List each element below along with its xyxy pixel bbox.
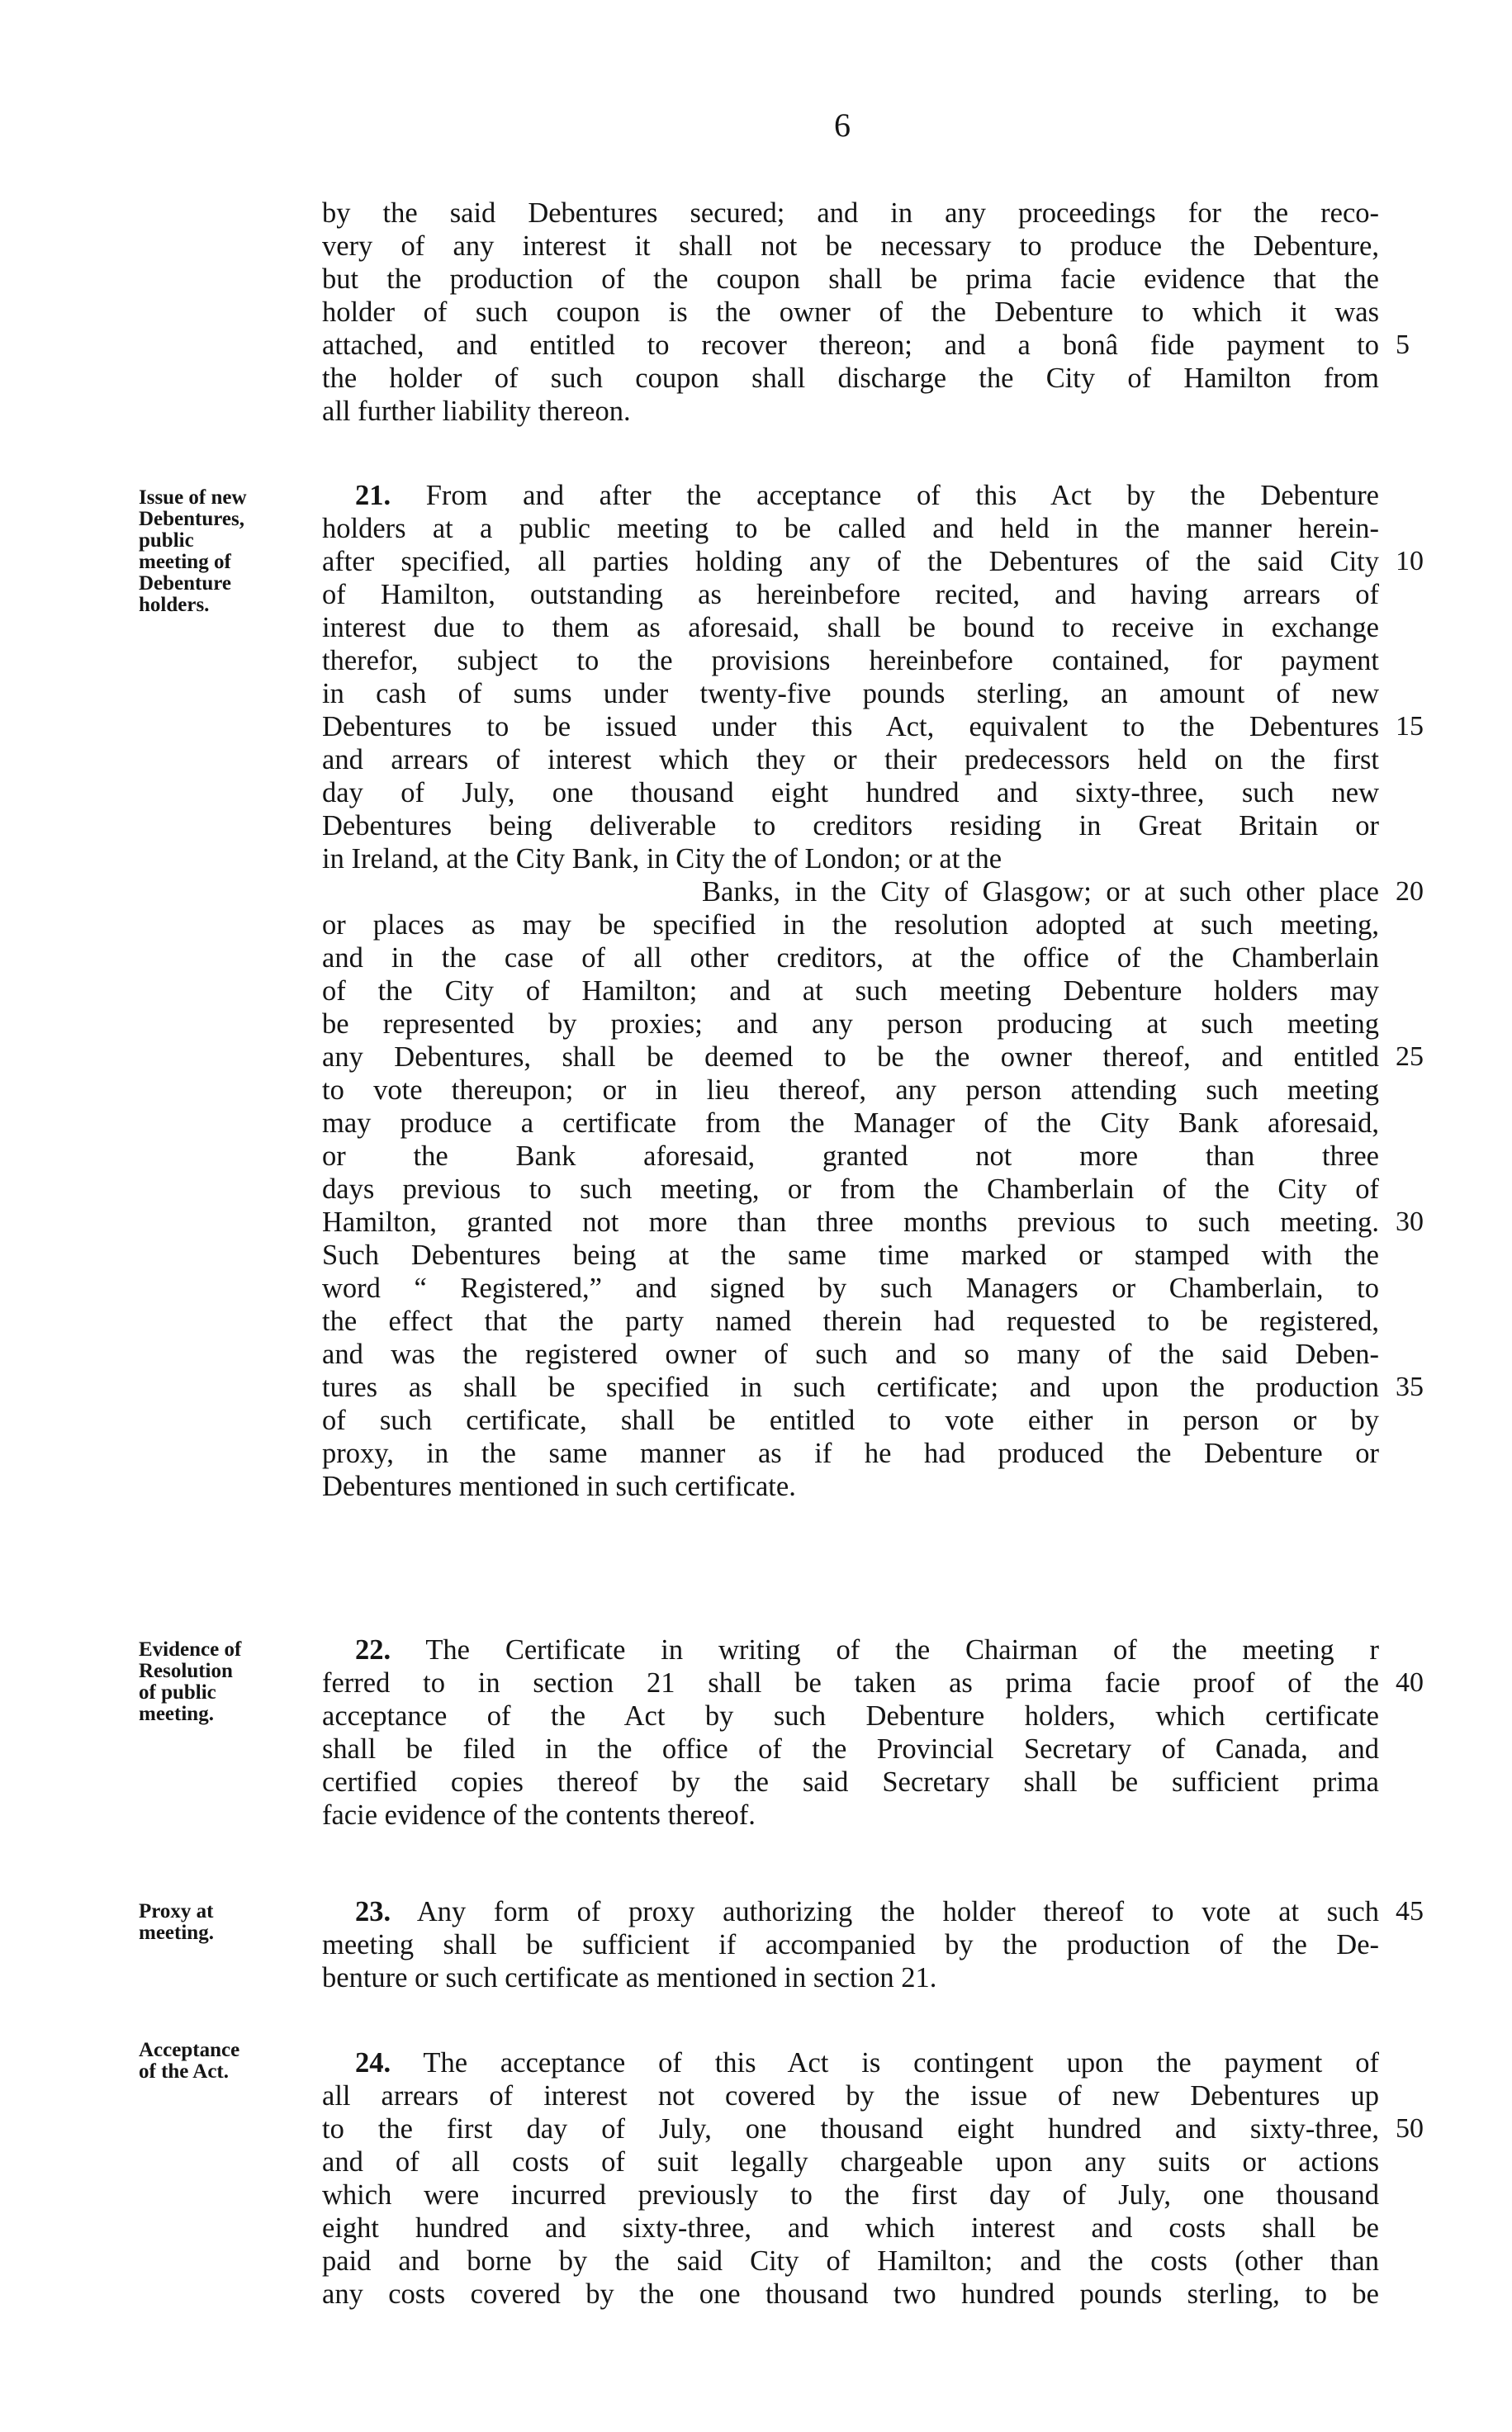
text-line: Banks, in the City of Glasgow; or at such other place <box>702 876 1379 908</box>
text-line: all arrears of interest not covered by the issue of new Debentures up <box>322 2080 1379 2112</box>
text-line: by the said Debentures secured; and in any proceedings for the reco- <box>322 197 1379 229</box>
section-opening: The acceptance of this Act is contingent upon the payment of <box>423 2047 1379 2079</box>
text-line: any Debentures, shall be deemed to be the owner thereof, and entitled <box>322 1041 1379 1073</box>
text-line: days previous to such meeting, or from the Chamberlain of the City of <box>322 1173 1379 1205</box>
text-line: Debentures mentioned in such certificate. <box>322 1471 796 1502</box>
text-line: Hamilton, granted not more than three months previous to such meeting. <box>322 1207 1379 1238</box>
text-line: the effect that the party named therein had requested to be registered, <box>322 1306 1379 1337</box>
text-line <box>322 479 1379 512</box>
text-line: the holder of such coupon shall discharge the City of Hamilton from <box>322 363 1379 394</box>
section-23 <box>322 1895 1379 1994</box>
text-line: day of July, one thousand eight hundred and sixty-three, such new <box>322 777 1379 808</box>
line-number: 50 <box>1396 2113 1424 2144</box>
section-22 <box>322 1633 1379 1832</box>
text-line <box>322 1633 1379 1666</box>
margin-note-line: Issue of new <box>139 486 247 509</box>
section-24 <box>322 2046 1379 2311</box>
section-opening: From and after the acceptance of this Act by the Debenture <box>425 480 1379 511</box>
margin-note-line: Debenture <box>139 572 232 595</box>
text-line: attached, and entitled to recover thereon; and a bonâ fide payment to <box>322 329 1379 361</box>
text-line: interest due to them as aforesaid, shall be bound to receive in exchange <box>322 612 1379 643</box>
section-21 <box>322 479 1379 1503</box>
margin-note-section-22 <box>139 1639 312 1725</box>
section-number: 21. <box>355 480 391 511</box>
margin-note-line: of the Act. <box>139 2060 229 2083</box>
text-line: facie evidence of the contents thereof. <box>322 1799 756 1831</box>
text-line: eight hundred and sixty-three, and which interest and costs shall be <box>322 2212 1379 2244</box>
text-line: therefor, subject to the provisions hereinbefore contained, for payment <box>322 645 1379 676</box>
text-line: to vote thereupon; or in lieu thereof, any person attending such meeting <box>322 1074 1379 1106</box>
text-line: in cash of sums under twenty-five pounds sterling, an amount of new <box>322 678 1379 709</box>
text-line: all further liability thereon. <box>322 396 631 427</box>
section-opening: The Certificate in writing of the Chairman of the meeting r <box>425 1634 1379 1666</box>
text-line: any costs covered by the one thousand two hundred pounds sterling, to be <box>322 2278 1379 2310</box>
text-line: and of all costs of suit legally chargeable upon any suits or actions <box>322 2146 1379 2178</box>
text-line: but the production of the coupon shall be prima facie evidence that the <box>322 263 1379 295</box>
margin-note-section-21 <box>139 487 312 616</box>
text-line: very of any interest it shall not be necessary to produce the Debenture, <box>322 230 1379 262</box>
text-line: certified copies thereof by the said Secretary shall be sufficient prima <box>322 1766 1379 1798</box>
text-line: be represented by proxies; and any person producing at such meeting <box>322 1008 1379 1040</box>
text-line: tures as shall be specified in such certificate; and upon the production <box>322 1372 1379 1403</box>
margin-note-line: Resolution <box>139 1660 233 1682</box>
line-number: 30 <box>1396 1207 1424 1237</box>
text-line: proxy, in the same manner as if he had produced the Debenture or <box>322 1438 1379 1469</box>
text-line: paid and borne by the said City of Hamilton; and the costs (other than <box>322 2245 1379 2277</box>
text-line: to the first day of July, one thousand eight hundred and sixty-three, <box>322 2113 1379 2145</box>
text-line: after specified, all parties holding any of the Debentures of the said City <box>322 546 1379 577</box>
margin-note-line: Proxy at <box>139 1900 214 1922</box>
line-number: 10 <box>1396 546 1424 576</box>
text-line: and arrears of interest which they or their predecessors held on the first <box>322 744 1379 775</box>
text-line: of Hamilton, outstanding as hereinbefore recited, and having arrears of <box>322 579 1379 610</box>
line-number: 25 <box>1396 1041 1424 1072</box>
margin-note-line: Evidence of <box>139 1638 242 1661</box>
text-line: of the City of Hamilton; and at such meeting Debenture holders may <box>322 975 1379 1007</box>
margin-note-section-23 <box>139 1901 312 1944</box>
text-line: word “ Registered,” and signed by such Managers or Chamberlain, to <box>322 1273 1379 1304</box>
text-line: of such certificate, shall be entitled to vote either in person or by <box>322 1405 1379 1436</box>
margin-note-section-24 <box>139 2040 312 2083</box>
text-line <box>322 1895 1379 1928</box>
text-line: and was the registered owner of such and so many of the said Deben- <box>322 1339 1379 1370</box>
line-number: 5 <box>1396 329 1410 360</box>
section-number: 24. <box>355 2047 391 2079</box>
section-number: 22. <box>355 1634 391 1666</box>
section-number: 23. <box>355 1896 391 1927</box>
text-line: acceptance of the Act by such Debenture holders, which certificate <box>322 1700 1379 1732</box>
text-line: Such Debentures being at the same time marked or stamped with the <box>322 1240 1379 1271</box>
text-line: ferred to in section 21 shall be taken as prima facie proof of the <box>322 1667 1379 1699</box>
text-line: or the Bank aforesaid, granted not more than three <box>322 1140 1379 1172</box>
margin-note-line: of public <box>139 1681 216 1704</box>
margin-note-line: meeting. <box>139 1922 214 1944</box>
paragraph-continuation <box>322 197 1379 428</box>
text-line: holders at a public meeting to be called and held in the manner herein- <box>322 513 1379 544</box>
section-opening: Any form of proxy authorizing the holder thereof to vote at such <box>416 1896 1379 1927</box>
text-line <box>322 2046 1379 2079</box>
text-line: or places as may be specified in the resolution adopted at such meeting, <box>322 909 1379 941</box>
margin-note-line: Debentures, <box>139 508 245 530</box>
text-line: shall be filed in the office of the Provincial Secretary of Canada, and <box>322 1733 1379 1765</box>
text-line: meeting shall be sufficient if accompanied by the production of the De- <box>322 1929 1379 1960</box>
text-line: and in the case of all other creditors, at the office of the Chamberlain <box>322 942 1379 974</box>
margin-note-line: meeting of <box>139 551 231 573</box>
text-line: in Ireland, at the City Bank, in City the of London; or at the <box>322 843 1002 875</box>
text-line: holder of such coupon is the owner of the Debenture to which it was <box>322 296 1379 328</box>
text-line: benture or such certificate as mentioned in section 21. <box>322 1962 937 1993</box>
text-line: Debentures to be issued under this Act, equivalent to the Debentures <box>322 711 1379 742</box>
line-number: 15 <box>1396 711 1424 742</box>
line-number: 20 <box>1396 876 1424 907</box>
margin-note-line: Acceptance <box>139 2039 240 2061</box>
text-line: may produce a certificate from the Manager of the City Bank aforesaid, <box>322 1107 1379 1139</box>
line-number: 40 <box>1396 1667 1424 1698</box>
margin-note-line: holders. <box>139 594 210 616</box>
margin-note-line: meeting. <box>139 1703 214 1725</box>
line-number: 35 <box>1396 1372 1424 1402</box>
margin-note-line: public <box>139 529 194 552</box>
line-number: 45 <box>1396 1896 1424 1927</box>
page-number: 6 <box>834 107 851 144</box>
text-line: which were incurred previously to the first day of July, one thousand <box>322 2179 1379 2211</box>
text-line: Debentures being deliverable to creditors residing in Great Britain or <box>322 810 1379 841</box>
